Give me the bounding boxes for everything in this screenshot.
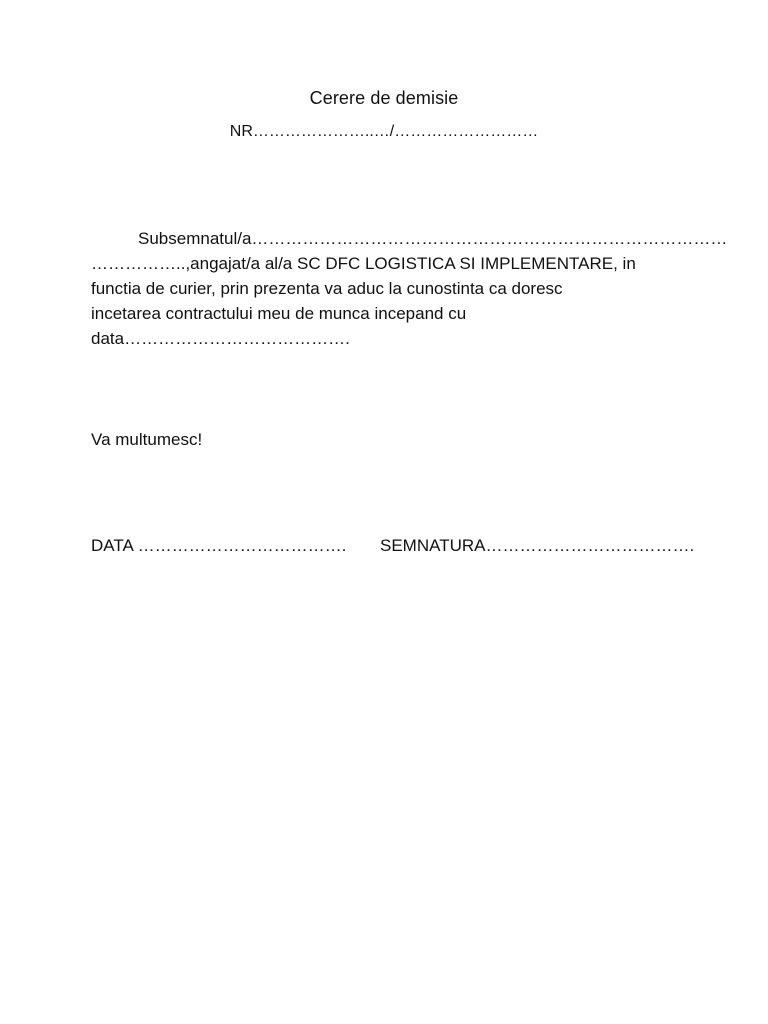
closing-text: Va multumesc! <box>91 430 203 449</box>
request-body <box>91 226 728 351</box>
body-line-name: Subsemnatul/a………………………………………………………………………… <box>138 229 728 248</box>
signature-row <box>91 536 695 556</box>
registration-number-line: NR…………………..…/……………………… <box>229 123 539 140</box>
body-line-termination: incetarea contractului meu de munca incepand cu <box>91 304 467 323</box>
document-title: Cerere de demisie <box>309 88 459 108</box>
body-line-employer: ……………..,angajat/a al/a SC DFC LOGISTICA SI IMPLEMENTARE, in <box>91 254 636 273</box>
body-line-date: data…………………………………. <box>91 329 350 348</box>
body-line-position: functia de curier, prin prezenta va aduc la cunostinta ca doresc <box>91 279 563 298</box>
date-field: DATA ………………………………. <box>91 536 347 555</box>
signature-field: SEMNATURA………………………………. <box>380 536 695 555</box>
